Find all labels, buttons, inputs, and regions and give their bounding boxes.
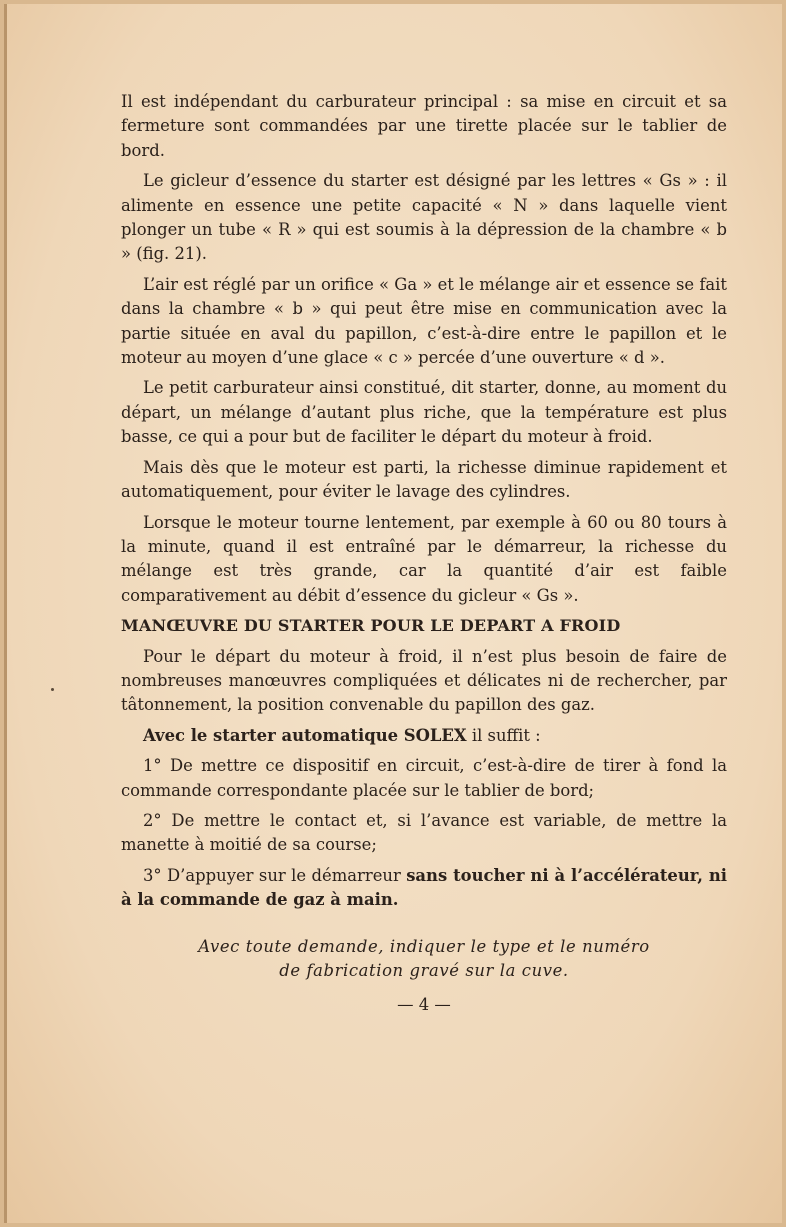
lead-line — [121, 724, 727, 748]
step-2: 2° De mettre le contact et, si l’avance est variable, de mettre la manette à moitié de sa course; — [121, 810, 727, 855]
footer-note — [121, 935, 727, 984]
step-3-plain: 3° D’appuyer sur le démarreur — [143, 865, 407, 885]
book-page — [4, 4, 782, 1223]
page-body — [121, 90, 727, 1024]
paragraph-3: L’air est réglé par un orifice « Ga » et le mélange air et essence se fait dans la chambre « b » qui peut être mise en communication avec la partie située en aval du papillon, c’est-à-dire entre le papillon et le moteur au moyen d’une glace « c » percée d’une ouverture « d ». — [121, 274, 727, 368]
lead-bold: Avec le starter automatique SOLEX — [143, 725, 467, 745]
lead-rest: il suffit : — [466, 725, 541, 745]
paragraph-2: Le gicleur d’essence du starter est désigné par les lettres « Gs » : il alimente en essence une petite capacité « N » dans laquelle vient plonger un tube « R » qui est soumis à la dépression de la chambre « b » (fig. 21). — [121, 171, 727, 264]
step-3-bold: sans toucher ni à l’accélérateur, ni à la commande de gaz à main. — [121, 865, 727, 910]
paragraph-7: Pour le départ du moteur à froid, il n’est plus besoin de faire de nombreuses manœuvres compliquées et délicates ni de rechercher, par tâtonnement, la position convenable du papillon des gaz. — [121, 646, 727, 715]
paragraph-5: Mais dès que le moteur est parti, la richesse diminue rapidement et automatiquement, pour éviter le lavage des cylindres. — [121, 457, 727, 502]
step-3 — [121, 864, 727, 913]
footer-note-line-2: de fabrication gravé sur la cuve. — [279, 961, 569, 980]
step-1: 1° De mettre ce dispositif en circuit, c’est-à-dire de tirer à fond la commande correspondante placée sur le tablier de bord; — [121, 756, 727, 800]
paragraph-4: Le petit carburateur ainsi constitué, dit starter, donne, au moment du départ, un mélange d’autant plus riche, que la température est plus basse, ce qui a pour but de faciliter le départ du moteur à froid. — [121, 378, 727, 447]
footer-note-line-1: Avec toute demande, indiquer le type et le numéro — [198, 936, 650, 956]
section-heading: MANŒUVRE DU STARTER POUR LE DEPART A FROID — [121, 616, 621, 636]
page-number: — 4 — — [397, 995, 451, 1015]
paper-speck — [51, 688, 54, 691]
paragraph-1: Il est indépendant du carburateur principal : sa mise en circuit et sa fermeture sont commandées par une tirette placée sur le tablier de bord. — [121, 92, 727, 160]
paragraph-6: Lorsque le moteur tourne lentement, par exemple à 60 ou 80 tours à la minute, quand il est entraîné par le démarreur, la richesse du mélange est très grande, car la quantité d’air est faible comparativement au débit d’essence du gicleur « Gs ». — [121, 512, 727, 605]
